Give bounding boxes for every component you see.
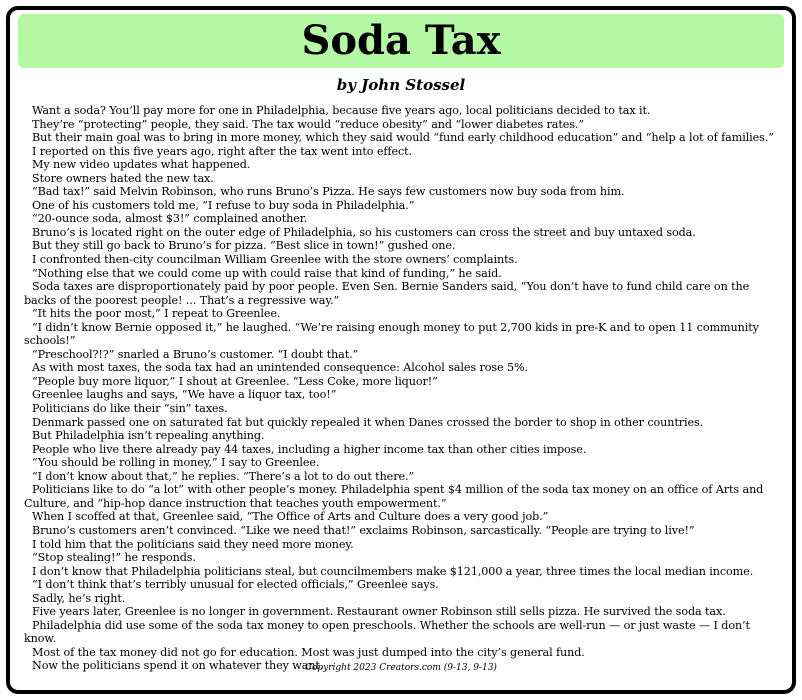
article-paragraph: “You should be rolling in money,” I say to Greenlee. — [32, 456, 320, 470]
article-paragraph: I told him that the politicians said they need more money. — [32, 537, 354, 551]
article-paragraph: Sadly, he’s right. — [32, 591, 126, 605]
article-paragraph: Bruno’s is located right on the outer edge of Philadelphia, so his customers can cross the street and buy untaxed soda. — [32, 225, 696, 239]
article-paragraph: “It hits the poor most,” I repeat to Greenlee. — [32, 307, 281, 321]
article-paragraph: Politicians like to do “a lot” with other people’s money. Philadelphia spent $4 million of the soda tax money on an office of Arts and Culture, and “hip-hop dance instruction that teaches youth empowerment.” — [24, 483, 764, 510]
article-paragraph: Want a soda? You’ll pay more for one in Philadelphia, because five years ago, local politicians decided to tax it. — [32, 104, 651, 117]
article-title: Soda Tax — [301, 17, 501, 64]
article-paragraph: Soda taxes are disproportionately paid by poor people. Even Sen. Bernie Sanders said, “You don’t have to fund child care on the backs of the poorest people! ... That’s a regressive way.” — [24, 280, 750, 307]
article-paragraph: Now the politicians spend it on whatever they want. — [32, 659, 324, 673]
article-paragraph: “I don’t think that’s terribly unusual for elected officials,” Greenlee says. — [32, 578, 439, 592]
article-paragraph: But they still go back to Bruno’s for pizza. “Best slice in town!” gushed one. — [32, 239, 456, 253]
article-body — [24, 104, 784, 673]
article-paragraph: Greenlee laughs and says, “We have a liquor tax, too!” — [32, 388, 337, 402]
article-frame — [6, 6, 796, 694]
article-paragraph: “People buy more liquor,” I shout at Greenlee. “Less Coke, more liquor!” — [32, 374, 438, 388]
article-paragraph: I confronted then-city councilman William Greenlee with the store owners’ complaints. — [32, 253, 518, 267]
article-paragraph: “I don’t know about that,” he replies. “There’s a lot to do out there.” — [32, 469, 415, 483]
article-paragraph: I reported on this five years ago, right after the tax went into effect. — [32, 144, 412, 158]
article-paragraph: Five years later, Greenlee is no longer in government. Restaurant owner Robinson still sells pizza. He survived the soda tax. — [32, 605, 726, 619]
copyright-notice: Copyright 2023 Creators.com (9-13, 9-13) — [305, 663, 497, 673]
article-paragraph: My new video updates what happened. — [32, 158, 251, 172]
article-paragraph: “I didn’t know Bernie opposed it,” he laughed. “We’re raising enough money to put 2,700 kids in pre-K and to open 11 community schools!” — [24, 320, 759, 348]
article-paragraph: But their main goal was to bring in more money, which they said would “fund early childhood education” and “help a lot of families.” — [32, 131, 774, 145]
article-paragraph: They’re “protecting” people, they said. The tax would “reduce obesity” and “lower diabetes rates.” — [32, 117, 585, 131]
article-paragraph: “Stop stealing!” he responds. — [32, 551, 196, 565]
article-paragraph: When I scoffed at that, Greenlee said, “The Office of Arts and Culture does a very good job.” — [32, 510, 549, 524]
article-paragraph: Denmark passed one on saturated fat but quickly repealed it when Danes crossed the border to shop in other countries. — [32, 415, 704, 429]
article-paragraph: As with most taxes, the soda tax had an unintended consequence: Alcohol sales rose 5%. — [32, 361, 529, 375]
article-paragraph: Politicians do like their “sin” taxes. — [32, 402, 228, 416]
article-paragraph: Store owners hated the new tax. — [32, 171, 214, 185]
article-paragraph: Bruno’s customers aren’t convinced. “Like we need that!” exclaims Robinson, sarcastically. “People are trying to live!” — [32, 523, 695, 537]
article-paragraph: “20-ounce soda, almost $3!” complained another. — [32, 212, 308, 226]
article-paragraph: People who live there already pay 44 taxes, including a higher income tax than other cities impose. — [32, 442, 587, 456]
article-paragraph: One of his customers told me, “I refuse to buy soda in Philadelphia.” — [32, 198, 415, 212]
article-paragraph: Philadelphia did use some of the soda tax money to open preschools. Whether the schools are well-run — or just waste — I don’t know. — [24, 618, 750, 646]
article-paragraph: But Philadelphia isn’t repealing anything. — [32, 429, 265, 443]
article-byline: by John Stossel — [336, 76, 466, 94]
article-paragraph: “Bad tax!” said Melvin Robinson, who runs Bruno’s Pizza. He says few customers now buy soda from him. — [32, 185, 625, 199]
article-paragraph: Most of the tax money did not go for education. Most was just dumped into the city’s general fund. — [32, 645, 585, 659]
title-banner — [18, 14, 784, 68]
article-paragraph: “Preschool?!?” snarled a Bruno’s customer. “I doubt that.” — [32, 347, 359, 361]
article-paragraph: I don’t know that Philadelphia politicians steal, but councilmembers make $121,000 a year, three times the local median income. — [32, 564, 754, 578]
article-paragraph: “Nothing else that we could come up with could raise that kind of funding,” he said. — [32, 266, 502, 280]
